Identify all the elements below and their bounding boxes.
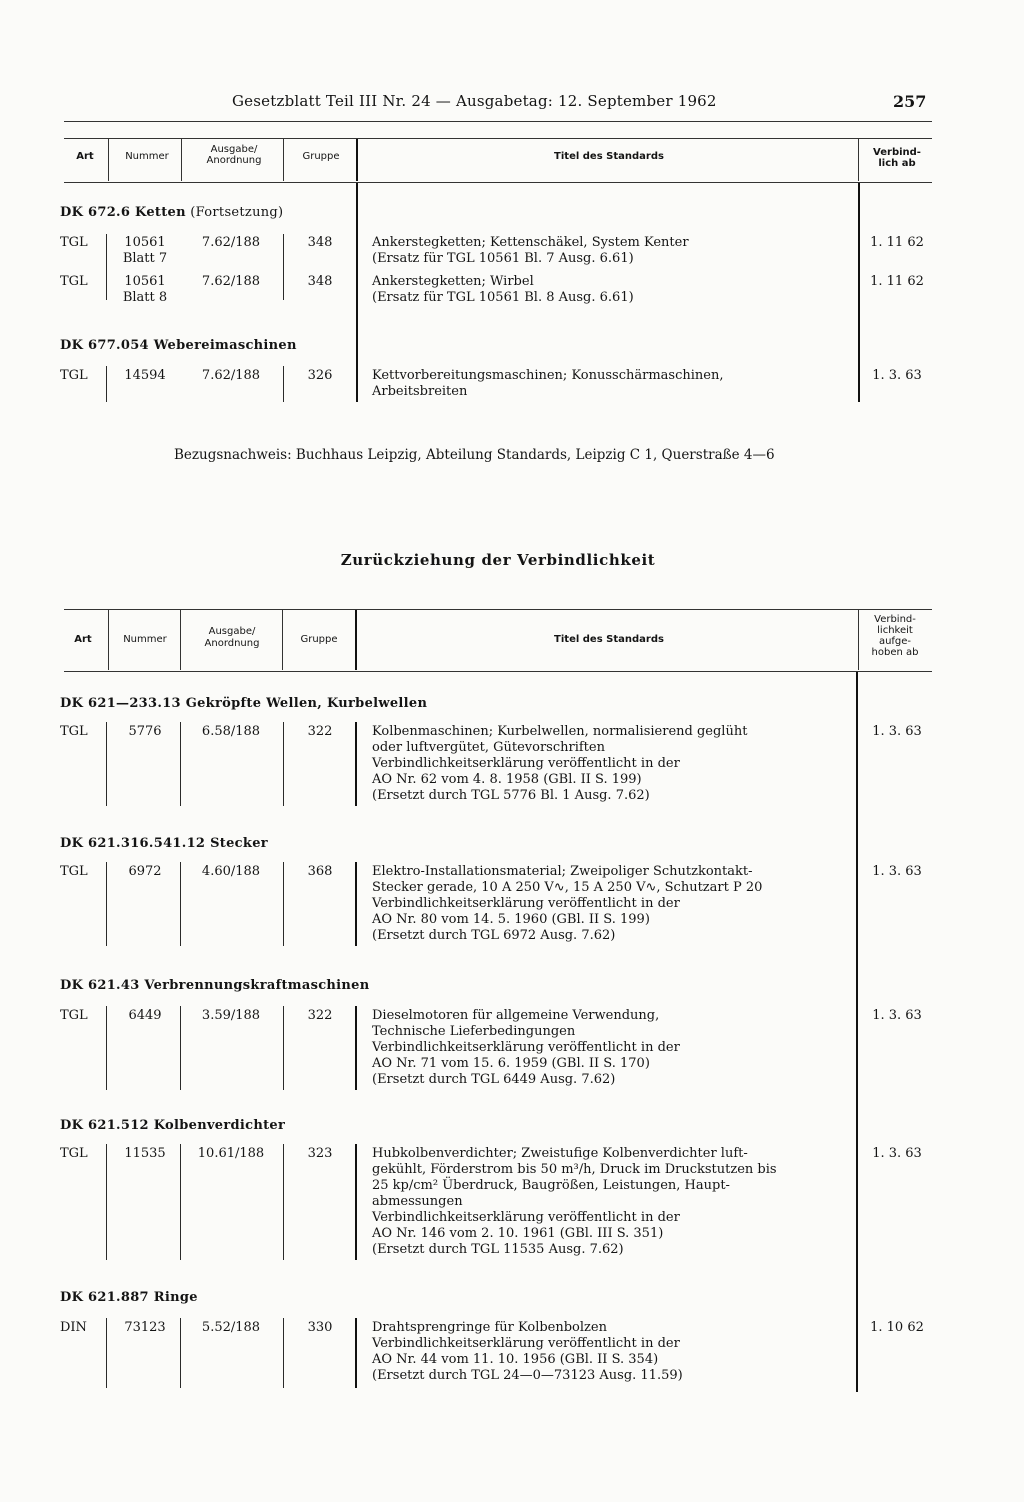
col-divider [108,139,109,181]
row-titel-line: Kolbenmaschinen; Kurbelwellen, normalisierend geglüht [372,724,748,739]
row-title-divider [355,1006,357,1090]
row-nummer-line: Blatt 8 [122,290,168,305]
row-nummer [112,368,178,384]
row-date: 1. 11 62 [870,274,924,289]
dk-heading [60,205,283,220]
row-titel-line: Kettvorbereitungsmaschinen; Konusschärmaschinen, [372,368,724,383]
row-titel-line: Ankerstegketten; Wirbel [372,274,534,289]
row-ausgabe: 7.62/188 [201,235,261,250]
row-nummer [112,235,178,267]
row-divider [283,366,284,402]
row-divider [106,1006,107,1090]
dk-heading-main: DK 672.6 Ketten [60,205,186,220]
col-art: Art [74,634,92,645]
col-gruppe: Gruppe [302,151,340,162]
row-titel-line: (Ersetzt durch TGL 24—0—73123 Ausg. 11.59) [372,1368,683,1383]
row-titel [372,368,847,400]
row-title-divider [355,862,357,946]
col-art: Art [76,151,94,162]
row-art: TGL [60,864,88,879]
dk-heading: DK 621.887 Ringe [60,1290,198,1305]
row-ausgabe: 3.59/188 [201,1008,261,1023]
row-divider [283,1006,284,1090]
row-gruppe: 348 [307,235,333,250]
row-titel [372,864,847,944]
col-titel: Titel des Standards [554,634,664,645]
col-verbindlich-line2: lichkeit [877,625,913,636]
row-art: TGL [60,368,88,383]
row-date: 1. 3. 63 [872,368,922,383]
col-divider [355,610,357,670]
row-ausgabe: 7.62/188 [201,368,261,383]
dk-heading: DK 621.43 Verbrennungskraftmaschinen [60,978,370,993]
col-divider [282,610,283,670]
row-titel-line: abmessungen [372,1194,463,1209]
section-title: Zurückziehung der Verbindlichkeit [340,551,656,569]
row-art: TGL [60,235,88,250]
col-ausgabe-line2: Anordnung [204,638,260,649]
row-date: 1. 3. 63 [872,724,922,739]
row-titel-line: (Ersetzt durch TGL 5776 Bl. 1 Ausg. 7.62) [372,788,650,803]
table1-top-rule [64,121,932,122]
col-ausgabe-line1: Ausgabe/ [210,144,258,155]
col-verbindlich-line3: aufge- [878,636,912,647]
row-titel [372,1146,847,1258]
row-ausgabe: 10.61/188 [197,1146,265,1161]
row-nummer: 6449 [128,1008,162,1023]
row-divider [106,366,107,402]
col-verbindlich-line2: lich ab [878,158,916,169]
row-gruppe: 368 [307,864,333,879]
row-gruppe: 348 [307,274,333,289]
row-titel-line: Verbindlichkeitserklärung veröffentlicht in der [372,896,680,911]
row-titel-line: AO Nr. 71 vom 15. 6. 1959 (GBl. II S. 170) [372,1056,650,1071]
row-art: DIN [60,1320,87,1335]
dk-heading: DK 621—233.13 Gekröpfte Wellen, Kurbelwellen [60,696,428,711]
bezugsnachweis: Bezugsnachweis: Buchhaus Leipzig, Abteilung Standards, Leipzig C 1, Querstraße 4—6 [174,447,775,463]
row-date: 1. 11 62 [870,235,924,250]
table2-date-rule [856,672,858,1392]
row-ausgabe: 5.52/188 [201,1320,261,1335]
row-title-divider [355,1144,357,1260]
running-head: Gesetzblatt Teil III Nr. 24 — Ausgabetag: 12. September 1962 [232,92,717,110]
row-title-divider [355,1318,357,1388]
row-divider [106,862,107,946]
row-titel [372,274,847,306]
row-nummer: 73123 [124,1320,166,1335]
col-ausgabe-line1: Ausgabe/ [208,626,256,637]
row-titel-line: Ankerstegketten; Kettenschäkel, System Kenter [372,235,689,250]
row-gruppe: 330 [307,1320,333,1335]
row-titel-line: AO Nr. 146 vom 2. 10. 1961 (GBl. III S. 351) [372,1226,664,1241]
row-date: 1. 10 62 [870,1320,924,1335]
row-titel-line: Verbindlichkeitserklärung veröffentlicht in der [372,1336,680,1351]
table1-title-rule [356,183,358,402]
col-nummer: Nummer [123,634,167,645]
row-titel-line: AO Nr. 62 vom 4. 8. 1958 (GBl. II S. 199) [372,772,642,787]
col-divider [283,139,284,181]
row-divider [180,862,181,946]
row-titel-line: Arbeitsbreiten [372,384,468,399]
row-art: TGL [60,1008,88,1023]
dk-heading: DK 621.512 Kolbenverdichter [60,1118,286,1133]
dk-heading-main: DK 677.054 Webereimaschinen [60,338,297,353]
col-nummer: Nummer [125,151,169,162]
row-titel-line: Hubkolbenverdichter; Zweistufige Kolbenverdichter luft- [372,1146,748,1161]
row-art: TGL [60,724,88,739]
col-titel: Titel des Standards [554,151,664,162]
row-divider [180,722,181,806]
row-divider [106,1144,107,1260]
col-divider [858,139,859,181]
row-divider [106,722,107,806]
row-ausgabe: 4.60/188 [201,864,261,879]
row-gruppe: 323 [307,1146,333,1161]
row-titel-line: Drahtsprengringe für Kolbenbolzen [372,1320,607,1335]
row-divider [180,1318,181,1388]
col-divider [356,139,358,181]
row-gruppe: 326 [307,368,333,383]
row-divider [106,1318,107,1388]
row-titel-line: (Ersatz für TGL 10561 Bl. 8 Ausg. 6.61) [372,290,634,305]
row-divider [283,1318,284,1388]
col-divider [181,139,182,181]
row-ausgabe: 6.58/188 [201,724,261,739]
row-titel [372,235,847,267]
col-divider [180,610,181,670]
row-titel-line: Technische Lieferbedingungen [372,1024,576,1039]
row-gruppe: 322 [307,724,333,739]
page-number: 257 [893,92,927,111]
row-titel-line: AO Nr. 44 vom 11. 10. 1956 (GBl. II S. 354) [372,1352,659,1367]
row-nummer: 11535 [124,1146,166,1161]
row-titel-line: AO Nr. 80 vom 14. 5. 1960 (GBl. II S. 199) [372,912,650,927]
row-nummer-line: Blatt 7 [122,251,168,266]
col-verbindlich-line4: hoben ab [871,647,919,658]
row-divider [180,1144,181,1260]
table2-header-bottom-rule [64,671,932,672]
row-titel [372,724,847,804]
col-verbindlich-line1: Verbind- [874,614,916,625]
row-titel-line: (Ersetzt durch TGL 11535 Ausg. 7.62) [372,1242,624,1257]
row-nummer-line: 14594 [124,368,166,383]
row-divider [283,234,284,300]
col-gruppe: Gruppe [300,634,338,645]
row-titel-line: 25 kp/cm² Überdruck, Baugrößen, Leistungen, Haupt- [372,1178,730,1193]
row-titel [372,1008,847,1088]
row-divider [283,1144,284,1260]
row-titel-line: Verbindlichkeitserklärung veröffentlicht in der [372,1210,680,1225]
row-art: TGL [60,1146,88,1161]
row-date: 1. 3. 63 [872,1146,922,1161]
row-title-divider [355,722,357,806]
col-divider [858,610,859,670]
row-gruppe: 322 [307,1008,333,1023]
row-nummer-line: 10561 [124,274,166,289]
dk-heading-suffix: (Fortsetzung) [185,205,284,220]
row-titel-line: oder luftvergütet, Gütevorschriften [372,740,605,755]
col-ausgabe-line2: Anordnung [206,155,262,166]
table1-header-bottom-rule [64,182,932,183]
row-nummer: 6972 [128,864,162,879]
row-date: 1. 3. 63 [872,864,922,879]
row-divider [180,1006,181,1090]
dk-heading [60,338,297,353]
row-titel-line: gekühlt, Förderstrom bis 50 m³/h, Druck im Druckstutzen bis [372,1162,777,1177]
row-divider [283,862,284,946]
row-titel-line: Verbindlichkeitserklärung veröffentlicht in der [372,1040,680,1055]
row-titel-line: Stecker gerade, 10 A 250 V∿, 15 A 250 V∿, Schutzart P 20 [372,880,763,895]
row-nummer-line: 10561 [124,235,166,250]
row-titel-line: (Ersetzt durch TGL 6972 Ausg. 7.62) [372,928,616,943]
row-titel [372,1320,847,1384]
row-titel-line: (Ersatz für TGL 10561 Bl. 7 Ausg. 6.61) [372,251,634,266]
row-titel-line: Elektro-Installationsmaterial; Zweipoliger Schutzkontakt- [372,864,753,879]
row-titel-line: (Ersetzt durch TGL 6449 Ausg. 7.62) [372,1072,616,1087]
row-ausgabe: 7.62/188 [201,274,261,289]
row-nummer [112,274,178,306]
col-divider [108,610,109,670]
row-titel-line: Verbindlichkeitserklärung veröffentlicht in der [372,756,680,771]
row-titel-line: Dieselmotoren für allgemeine Verwendung, [372,1008,660,1023]
row-nummer: 5776 [128,724,162,739]
col-verbindlich-line1: Verbind- [873,147,921,158]
row-divider [106,234,107,300]
row-divider [283,722,284,806]
table1-date-rule [858,183,860,402]
row-date: 1. 3. 63 [872,1008,922,1023]
row-art: TGL [60,274,88,289]
dk-heading: DK 621.316.541.12 Stecker [60,836,268,851]
